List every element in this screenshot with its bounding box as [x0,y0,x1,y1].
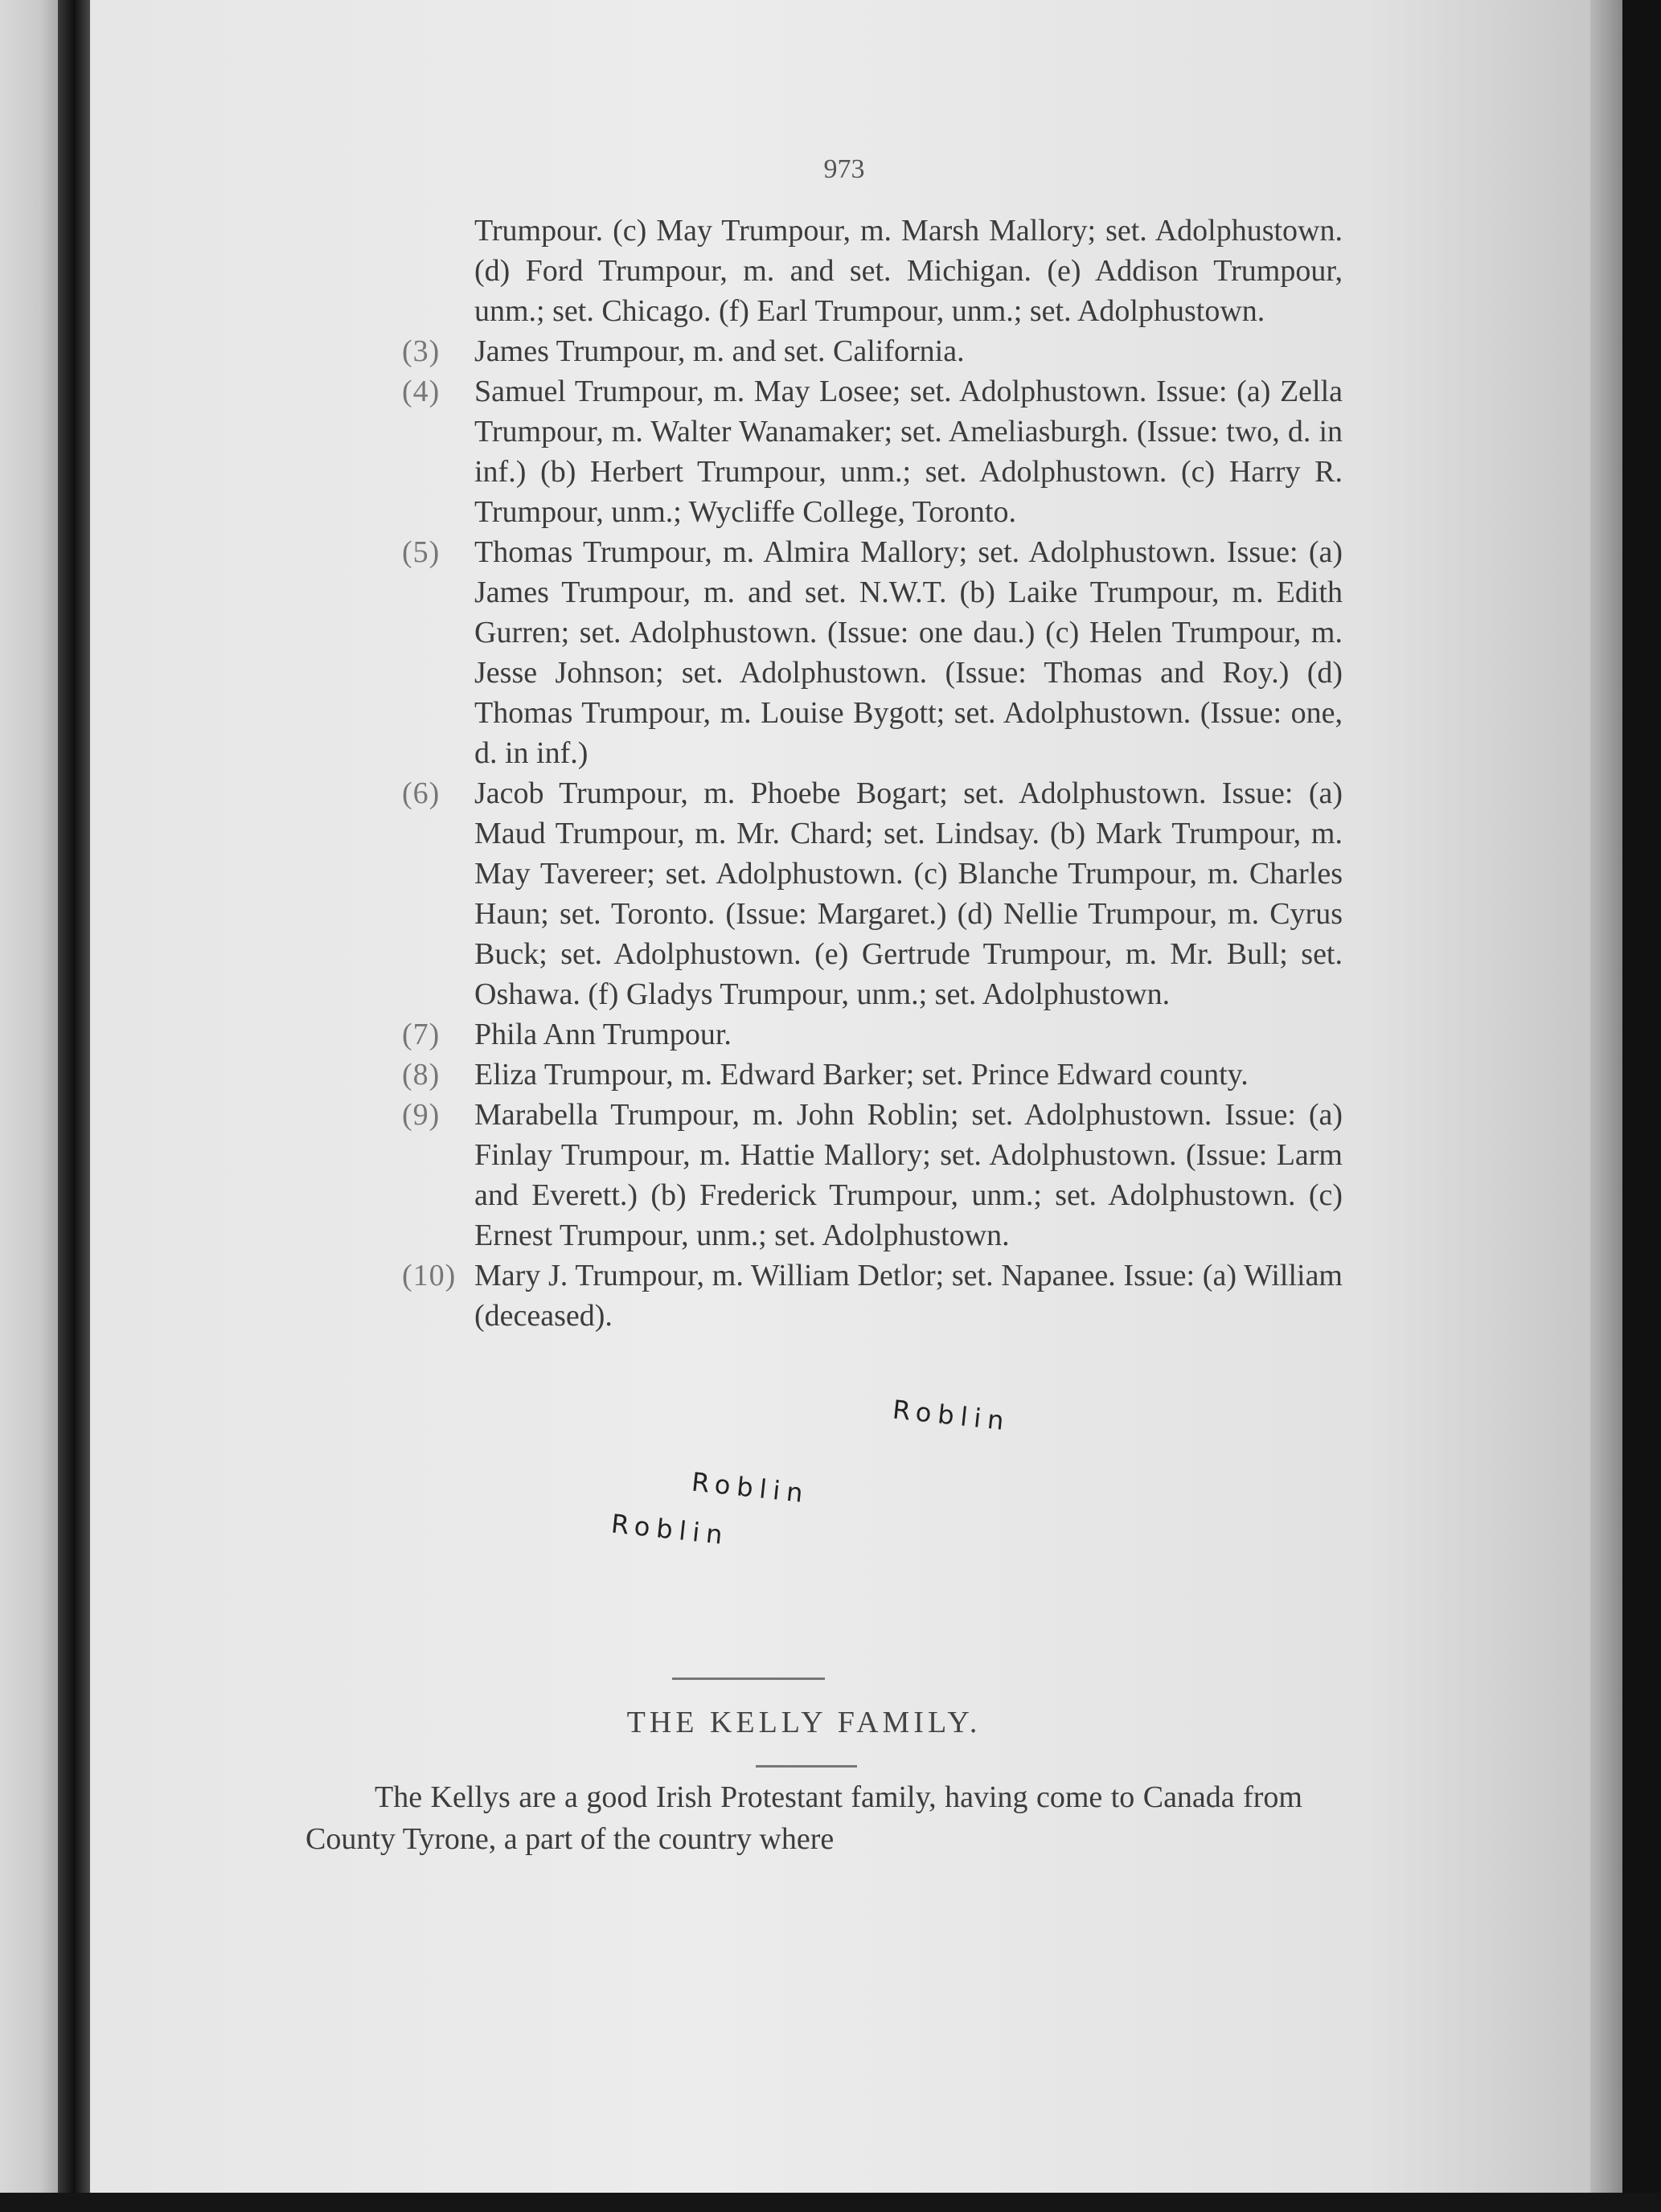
entry-text: Samuel Trumpour, m. May Losee; set. Adolphustown. Issue: (a) Zella Trumpour, m. Walter Wanamaker; set. Ameliasburgh. (Issue: two, d. in inf.) (b) Herbert Trumpour, unm.; set. Adolphustown. (c) Harry R. Trumpour, unm.; Wycliffe College, Toronto. [474,375,1343,529]
heading-underline [756,1765,857,1768]
entry-text: Trumpour. (c) May Trumpour, m. Marsh Mallory; set. Adolphustown. (d) Ford Trumpour, m. and set. Michigan. (e) Addison Trumpour, unm.; set. Chicago. (f) Earl Trumpour, unm.; set. Adolphustown. [474,214,1343,328]
book-gutter [58,0,90,2212]
entry-number: (10) [402,1259,457,1292]
page-number: 973 [823,154,865,184]
entry-6 [354,773,1343,1014]
entry-number: (9) [402,1098,441,1132]
entry-text: James Trumpour, m. and set. California. [474,334,965,368]
entry-number: (5) [402,535,441,569]
entry-number: (4) [402,375,441,408]
entry-text: Eliza Trumpour, m. Edward Barker; set. Prince Edward county. [474,1058,1249,1092]
section-heading: THE KELLY FAMILY. [626,1706,982,1739]
genealogy-entries [354,211,1343,1336]
entry-text: Thomas Trumpour, m. Almira Mallory; set. Adolphustown. Issue: (a) James Trumpour, m. and set. N.W.T. (b) Laike Trumpour, m. Edith Gurren; set. Adolphustown. (Issue: one dau.) (c) Helen Trumpour, m. Jesse Johnson; set. Adolphustown. (Issue: Thomas and Roy.) (d) Thomas Trumpour, m. Louise Bygott; set. Adolphustown. (Issue: one, d. in inf.) [474,535,1343,770]
entry-text: Phila Ann Trumpour. [474,1018,732,1051]
scanner-background [1622,0,1661,2212]
entry-10 [354,1256,1343,1336]
handwritten-annotation: Roblin [609,1508,731,1551]
entry-text: Mary J. Trumpour, m. William Detlor; set. Napanee. Issue: (a) William (deceased). [474,1259,1343,1333]
section-divider [672,1677,825,1680]
handwritten-annotation: Roblin [690,1466,811,1509]
entry-9 [354,1095,1343,1256]
scanner-bottom-edge [0,2193,1661,2212]
page-edge-shadow [1590,0,1622,2212]
entry-4 [354,371,1343,532]
entry-8 [354,1055,1343,1095]
body-paragraph: The Kellys are a good Irish Protestant family, having come to Canada from County Tyrone, a part of the country where [306,1780,1302,1856]
entry-number: (7) [402,1018,441,1051]
entry-number: (3) [402,334,441,368]
entry-3 [354,331,1343,371]
entry-7 [354,1014,1343,1055]
entry-text: Jacob Trumpour, m. Phoebe Bogart; set. Adolphustown. Issue: (a) Maud Trumpour, m. Mr. Chard; set. Lindsay. (b) Mark Trumpour, m. May Tavereer; set. Adolphustown. (c) Blanche Trumpour, m. Charles Haun; set. Toronto. (Issue: Margaret.) (d) Nellie Trumpour, m. Cyrus Buck; set. Adolphustown. (e) Gertrude Trumpour, m. Mr. Bull; set. Oshawa. (f) Gladys Trumpour, unm.; set. Adolphustown. [474,776,1343,1011]
entry-continuation [354,211,1343,331]
entry-text: Marabella Trumpour, m. John Roblin; set. Adolphustown. Issue: (a) Finlay Trumpour, m. Hattie Mallory; set. Adolphustown. (Issue: Larm and Everett.) (b) Frederick Trumpour, unm.; set. Adolphustown. (c) Ernest Trumpour, unm.; set. Adolphustown. [474,1098,1343,1252]
entry-5 [354,532,1343,773]
handwritten-annotation: Roblin [891,1394,1012,1437]
entry-number: (6) [402,776,441,810]
entry-number: (8) [402,1058,441,1092]
